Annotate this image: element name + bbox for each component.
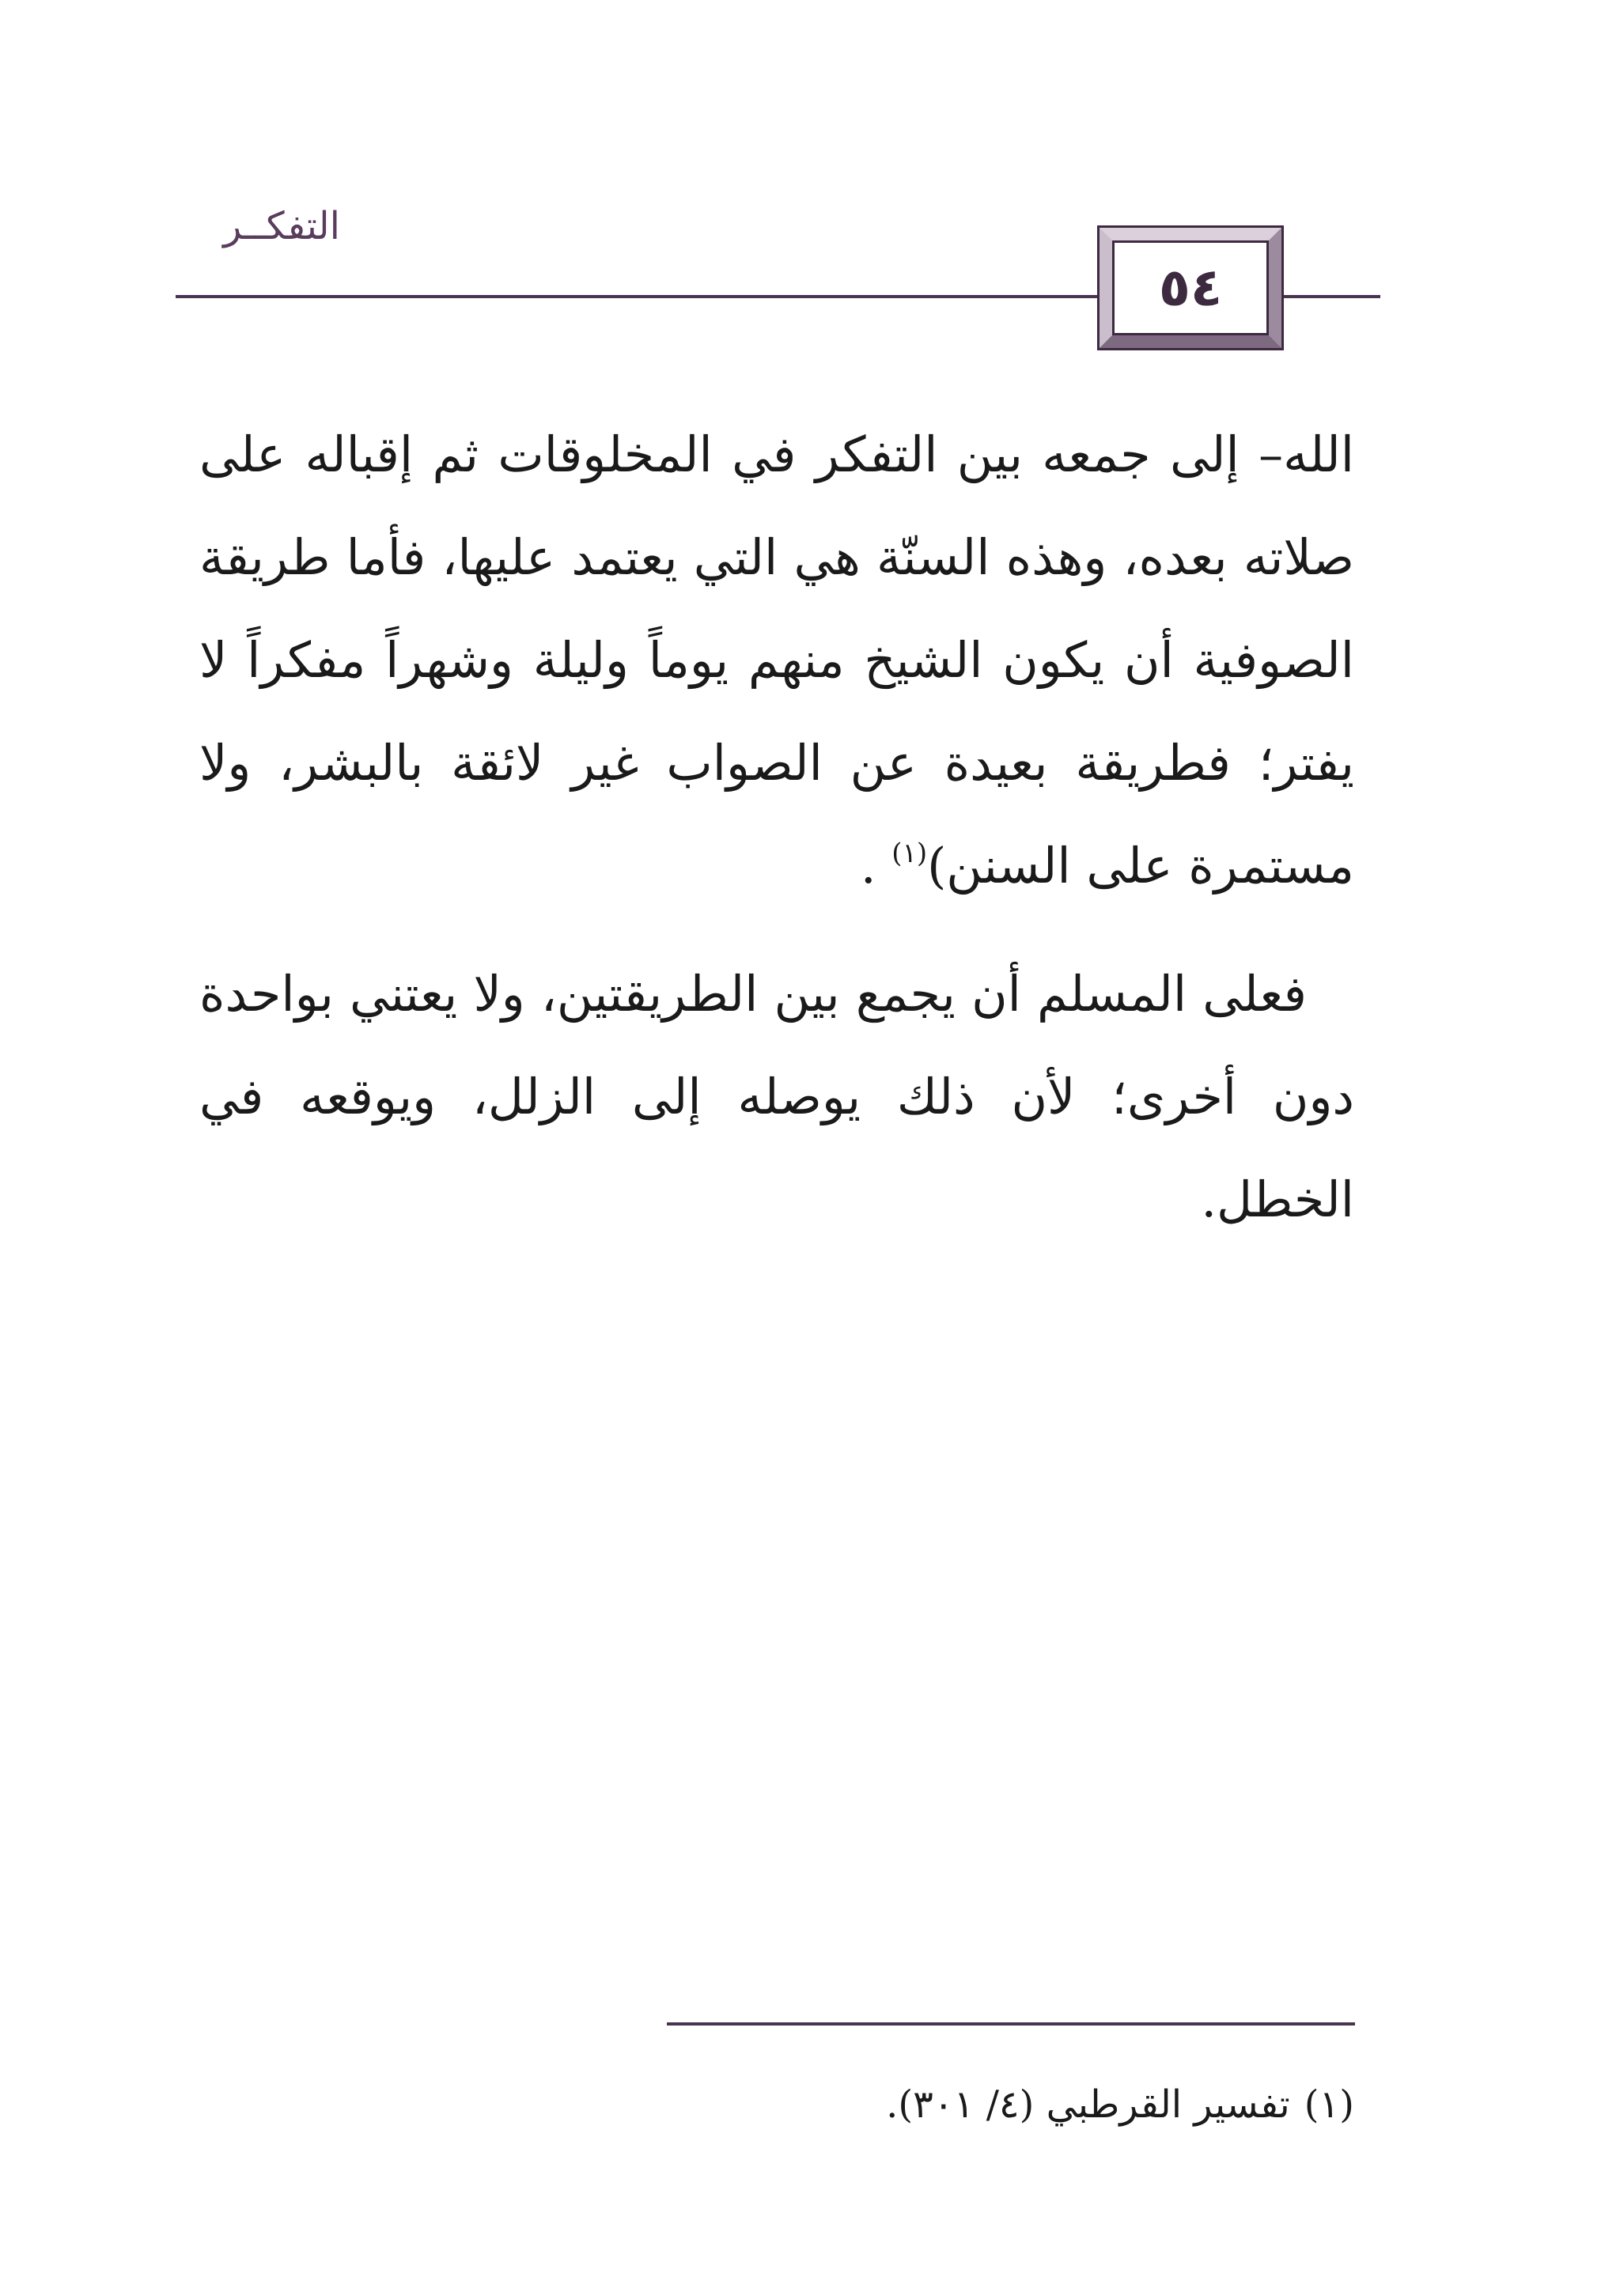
paragraph-2: فعلى المسلم أن يجمع بين الطريقتين، ولا يعتني بواحدة دون أخرى؛ لأن ذلك يوصله إلى الزلل، ويوقعه في الخطل. (199, 965, 1354, 1228)
running-header-title: التفكــر (223, 204, 340, 248)
page-number-frame-inner (1112, 240, 1269, 335)
page-number: ٥٤ (1158, 257, 1223, 318)
footnote-text: تفسير القرطبي (٤/ ٣٠١). (886, 2082, 1290, 2127)
main-text (199, 403, 1354, 1251)
footnote-separator (667, 2022, 1355, 2026)
header-rule-right (1281, 295, 1380, 298)
footnote-1 (886, 2080, 1354, 2129)
footnote-number: (١) (1304, 2082, 1354, 2127)
footnote-reference[interactable]: (١) (891, 838, 928, 869)
header-rule-left (176, 295, 1101, 298)
page-number-frame (1100, 228, 1281, 348)
paragraph-1-end: . (860, 837, 876, 895)
paragraph-1 (199, 403, 1354, 917)
paragraph-1-text: الله– إلى جمعه بين التفكر في المخلوقات ثم إقباله على صلاته بعده، وهذه السنّة هي التي يعتمد عليها، فأما طريقة الصوفية أن يكون الشيخ منهم يوماً وليلة وشهراً مفكراً لا يفتر؛ فطريقة بعيدة عن الصواب غير لائقة بالبشر، ولا مستمرة على السنن) (199, 426, 1354, 895)
